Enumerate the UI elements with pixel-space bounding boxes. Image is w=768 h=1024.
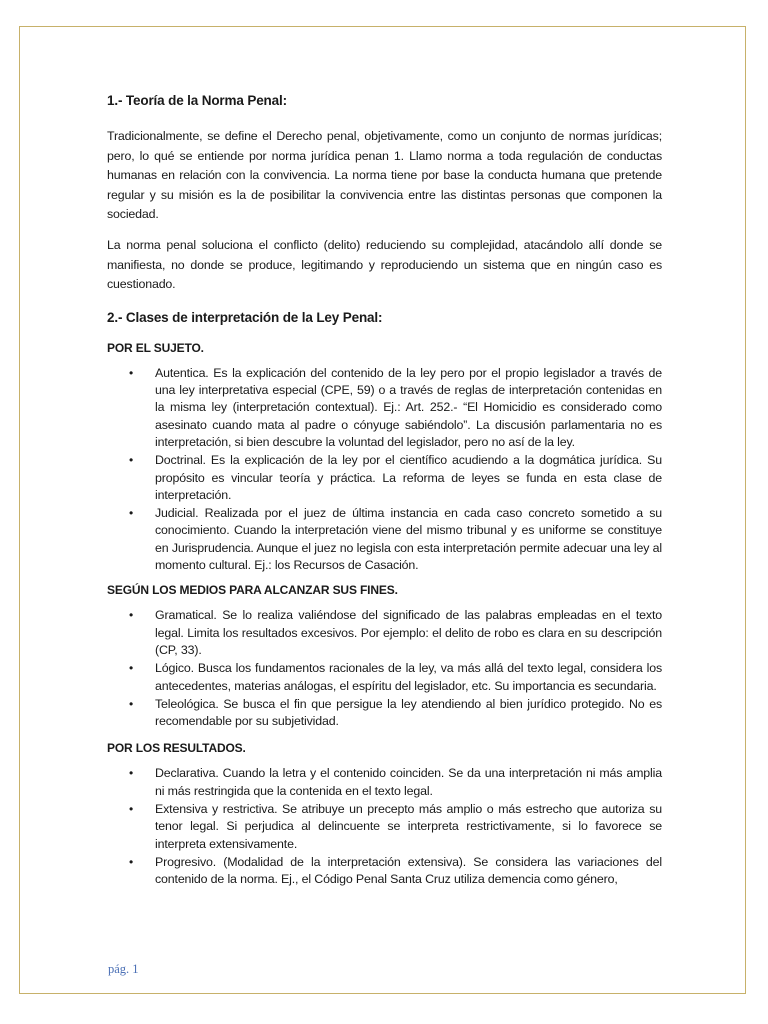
- list-item: [107, 854, 662, 889]
- bullet-icon: •: [129, 661, 134, 676]
- list-item-text: Extensiva y restrictiva. Se atribuye un precepto más amplio o más estrecho que autoriza su tenor legal. Si perjudica al delincuente se interpreta restrictivamente, si lo favorece se interpreta extensivamente.: [155, 801, 662, 851]
- bullet-icon: •: [129, 453, 134, 468]
- list-item-text: Autentica. Es la explicación del contenido de la ley pero por el propio legislador a través de una ley interpretativa especial (CPE, 59) o a través de reglas de interpretación contenidas en la misma ley (interpretación contextual). Ej.: Art. 252.- “El Homicidio es considerado como asesinato cuando mata al padre o cónyuge sabiéndolo”. La discusión parlamentaria no es interpretación, si bien descubre la voluntad del legislador, pero no así de la ley.: [155, 365, 662, 449]
- bullet-list: [107, 765, 662, 888]
- section-1-paragraph: Tradicionalmente, se define el Derecho penal, objetivamente, como un conjunto de normas jurídicas; pero, lo qué se entiende por norma jurídica penan 1. Llamo norma a toda regulación de conductas humanas en relación con la convivencia. La norma tiene por base la conducta humana que pretende regular y su misión es la de posibilitar la convivencia entre las distintas personas que componen la sociedad.: [107, 129, 662, 222]
- bullet-list: [107, 365, 662, 575]
- list-item-text: Progresivo. (Modalidad de la interpretación extensiva). Se considera las variaciones del contenido de la norma. Ej., el Código Penal Santa Cruz utiliza demencia como género,: [155, 854, 662, 887]
- section-1-heading: 1.- Teoría de la Norma Penal:: [107, 93, 287, 108]
- group-title: POR LOS RESULTADOS.: [107, 741, 246, 756]
- list-item: [107, 505, 662, 574]
- page-number: pág. 1: [108, 962, 139, 976]
- bullet-icon: •: [129, 801, 134, 816]
- bullet-list: [107, 607, 662, 730]
- list-item: [107, 660, 662, 695]
- list-item-text: Lógico. Busca los fundamentos racionales de la ley, va más allá del texto legal, considera los antecedentes, materias análogas, el espíritu del legislador, etc. Su importancia es secundaria.: [155, 661, 662, 693]
- list-item-text: Doctrinal. Es la explicación de la ley por el científico acudiendo a la dogmática jurídica. Su propósito es vincular teoría y práctica. La reforma de leyes se funda en esta clase de interpretación.: [155, 453, 662, 502]
- list-item: [107, 765, 662, 800]
- list-item: [107, 696, 662, 731]
- list-item: [107, 801, 662, 853]
- list-item: [107, 452, 662, 504]
- bullet-icon: •: [129, 365, 134, 380]
- section-2-heading: 2.- Clases de interpretación de la Ley Penal:: [107, 309, 383, 325]
- list-item: [107, 607, 662, 659]
- list-item-text: Declarativa. Cuando la letra y el contenido coinciden. Se da una interpretación ni más amplia ni más restringida que la contenida en el texto legal.: [155, 766, 662, 798]
- page-content: [107, 92, 662, 889]
- bullet-icon: •: [129, 766, 134, 781]
- section-1-paragraph: La norma penal soluciona el conflicto (delito) reduciendo su complejidad, atacándolo allí donde se manifiesta, no donde se produce, legitimando y reproduciendo un sistema que en ningún caso es cuestionado.: [107, 237, 662, 292]
- bullet-icon: •: [129, 608, 134, 623]
- group-title: POR EL SUJETO.: [107, 340, 204, 355]
- list-item: [107, 365, 662, 451]
- bullet-icon: •: [129, 854, 134, 869]
- bullet-icon: •: [129, 696, 134, 711]
- group-title: SEGÚN LOS MEDIOS PARA ALCANZAR SUS FINES.: [107, 583, 398, 598]
- list-item-text: Gramatical. Se lo realiza valiéndose del significado de las palabras empleadas en el texto legal. Limita los resultados excesivos. Por ejemplo: el delito de robo es clara en su descripción (CP, 33).: [155, 608, 662, 657]
- list-item-text: Judicial. Realizada por el juez de última instancia en cada caso concreto sometido a su conocimiento. Cuando la interpretación viene del mismo tribunal y es uniforme se constituye en Jurisprudencia. Aunque el juez no legisla con esta interpretación permite adecuar una ley al momento cultural. Ej.: los Recursos de Casación.: [155, 506, 662, 573]
- list-item-text: Teleológica. Se busca el fin que persigue la ley atendiendo al bien jurídico protegido. No es recomendable por su subjetividad.: [155, 696, 662, 729]
- bullet-icon: •: [129, 506, 134, 521]
